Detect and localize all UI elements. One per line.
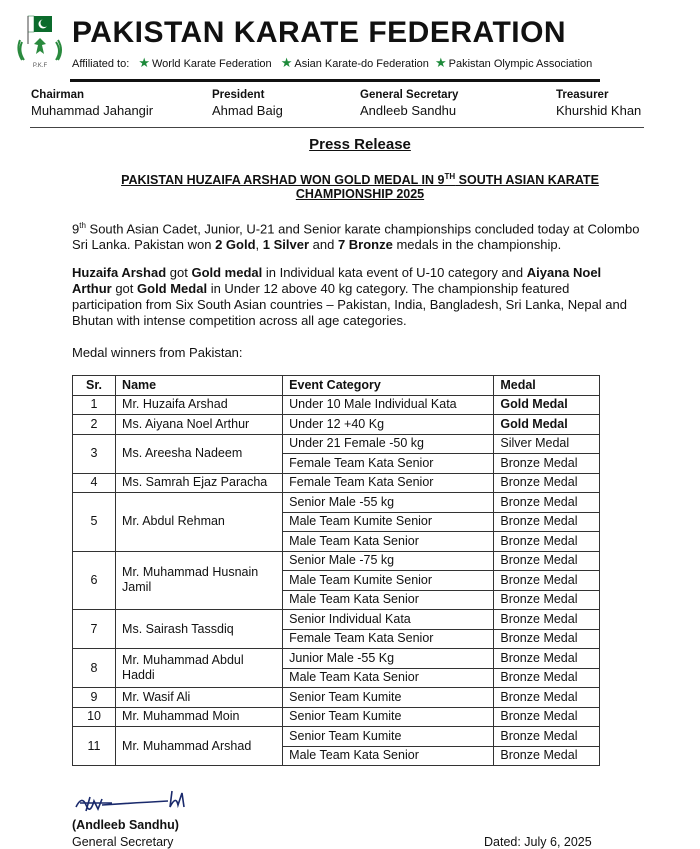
cell-medal: Bronze Medal bbox=[494, 493, 600, 513]
cell-medal: Bronze Medal bbox=[494, 512, 600, 532]
table-row bbox=[73, 473, 600, 493]
cell-event: Female Team Kata Senior bbox=[283, 473, 494, 493]
star-icon: ★ bbox=[280, 55, 293, 70]
official-president bbox=[212, 89, 283, 118]
cell-name: Mr. Abdul Rehman bbox=[116, 493, 283, 552]
federation-title: PAKISTAN KARATE FEDERATION bbox=[72, 16, 567, 49]
official-name: Muhammad Jahangir bbox=[31, 103, 154, 118]
col-header-event: Event Category bbox=[283, 376, 494, 396]
col-header-name: Name bbox=[116, 376, 283, 396]
affiliated-label: Affiliated to: bbox=[72, 58, 130, 70]
col-header-medal: Medal bbox=[494, 376, 600, 396]
official-name: Andleeb Sandhu bbox=[360, 103, 457, 118]
cell-event: Female Team Kata Senior bbox=[283, 629, 494, 649]
star-icon: ★ bbox=[138, 55, 150, 70]
official-chairman bbox=[31, 89, 153, 118]
cell-name: Ms. Aiyana Noel Arthur bbox=[116, 415, 283, 435]
winners-label: Medal winners from Pakistan: bbox=[72, 345, 243, 360]
cell-medal: Bronze Medal bbox=[494, 571, 600, 591]
headline: PAKISTAN HUZAIFA ARSHAD WON GOLD MEDAL IN 9TH SOUTH ASIAN KARATE CHAMPIONSHIP 2025 bbox=[121, 172, 599, 202]
cell-event: Female Team Kata Senior bbox=[283, 454, 494, 474]
dated: Dated: July 6, 2025 bbox=[484, 835, 592, 849]
cell-sr: 3 bbox=[73, 434, 116, 473]
cell-medal: Bronze Medal bbox=[494, 590, 600, 610]
cell-medal: Silver Medal bbox=[494, 434, 600, 454]
cell-event: Senior Male -75 kg bbox=[283, 551, 494, 571]
cell-medal: Bronze Medal bbox=[494, 707, 600, 727]
cell-medal: Bronze Medal bbox=[494, 727, 600, 747]
cell-sr: 5 bbox=[73, 493, 116, 552]
table-row bbox=[73, 493, 600, 513]
cell-event: Under 10 Male Individual Kata bbox=[283, 395, 494, 415]
star-icon: ★ bbox=[434, 55, 447, 70]
cell-sr: 2 bbox=[73, 415, 116, 435]
cell-event: Senior Team Kumite bbox=[283, 707, 494, 727]
signatory-name: (Andleeb Sandhu) bbox=[72, 818, 179, 832]
cell-event: Under 21 Female -50 kg bbox=[283, 434, 494, 454]
cell-name: Ms. Sairash Tassdiq bbox=[116, 610, 283, 649]
cell-event: Senior Individual Kata bbox=[283, 610, 494, 630]
officials-divider bbox=[30, 127, 644, 128]
official-name: Khurshid Khan bbox=[556, 103, 642, 118]
table-row bbox=[73, 688, 600, 708]
table-header-row bbox=[73, 376, 600, 396]
cell-event: Male Team Kata Senior bbox=[283, 746, 494, 766]
cell-medal: Gold Medal bbox=[494, 415, 600, 435]
cell-event: Male Team Kata Senior bbox=[283, 590, 494, 610]
cell-event: Junior Male -55 Kg bbox=[283, 649, 494, 669]
table-row bbox=[73, 610, 600, 630]
cell-medal: Gold Medal bbox=[494, 395, 600, 415]
table-row bbox=[73, 434, 600, 454]
cell-name: Ms. Areesha Nadeem bbox=[116, 434, 283, 473]
header-divider bbox=[70, 79, 600, 82]
cell-medal: Bronze Medal bbox=[494, 454, 600, 474]
official-role: General Secretary bbox=[360, 89, 459, 101]
cell-event: Male Team Kumite Senior bbox=[283, 571, 494, 591]
table-row bbox=[73, 707, 600, 727]
col-header-sr: Sr. bbox=[73, 376, 116, 396]
cell-medal: Bronze Medal bbox=[494, 649, 600, 669]
cell-event: Senior Team Kumite bbox=[283, 688, 494, 708]
official-treasurer bbox=[556, 89, 641, 118]
affiliations bbox=[72, 55, 592, 71]
cell-medal: Bronze Medal bbox=[494, 473, 600, 493]
official-general-secretary bbox=[360, 89, 458, 118]
cell-sr: 4 bbox=[73, 473, 116, 493]
logo-text: P.K.F bbox=[32, 63, 48, 69]
cell-sr: 6 bbox=[73, 551, 116, 610]
table-row bbox=[73, 727, 600, 747]
official-role: Treasurer bbox=[556, 89, 609, 101]
paragraph-1: 9th South Asian Cadet, Junior, U-21 and Senior karate championships concluded today at Colombo Sri Lanka. Pakistan won 2 Gold, 1 Silver and 7 Bronze medals in the championship. bbox=[72, 221, 640, 253]
official-name: Ahmad Baig bbox=[212, 103, 283, 118]
official-role: Chairman bbox=[31, 89, 85, 101]
paragraph-2: Huzaifa Arshad got Gold medal in Individual kata event of U-10 category and Aiyana Noel Arthur got Gold Medal in Under 12 above 40 kg category. The championship featured participation from Six South Asian countries – Pakistan, India, Bangladesh, Sri Lanka, Nepal and Bhutan with intense competition across all age categories. bbox=[72, 265, 627, 328]
press-release-label: Press Release bbox=[309, 136, 411, 153]
affiliation-2: Asian Karate-do Federation bbox=[294, 58, 429, 70]
cell-event: Male Team Kata Senior bbox=[283, 668, 494, 688]
cell-name: Mr. Muhammad Moin bbox=[116, 707, 283, 727]
cell-medal: Bronze Medal bbox=[494, 629, 600, 649]
cell-name: Mr. Muhammad Husnain Jamil bbox=[116, 551, 283, 610]
cell-name: Mr. Muhammad Abdul Haddi bbox=[116, 649, 283, 688]
cell-medal: Bronze Medal bbox=[494, 532, 600, 552]
cell-medal: Bronze Medal bbox=[494, 668, 600, 688]
table-row bbox=[73, 551, 600, 571]
cell-name: Mr. Huzaifa Arshad bbox=[116, 395, 283, 415]
cell-sr: 10 bbox=[73, 707, 116, 727]
cell-event: Senior Male -55 kg bbox=[283, 493, 494, 513]
cell-sr: 7 bbox=[73, 610, 116, 649]
cell-event: Male Team Kata Senior bbox=[283, 532, 494, 552]
cell-name: Mr. Wasif Ali bbox=[116, 688, 283, 708]
table-row bbox=[73, 395, 600, 415]
signature-image bbox=[72, 785, 192, 815]
cell-medal: Bronze Medal bbox=[494, 746, 600, 766]
cell-name: Mr. Muhammad Arshad bbox=[116, 727, 283, 766]
affiliation-1: World Karate Federation bbox=[152, 58, 272, 70]
signatory-title: General Secretary bbox=[72, 835, 174, 849]
cell-sr: 1 bbox=[73, 395, 116, 415]
affiliation-3: Pakistan Olympic Association bbox=[448, 58, 593, 70]
table-row bbox=[73, 649, 600, 669]
cell-medal: Bronze Medal bbox=[494, 688, 600, 708]
pkf-logo bbox=[14, 14, 66, 70]
cell-medal: Bronze Medal bbox=[494, 610, 600, 630]
medal-table bbox=[72, 375, 600, 766]
karate-figure-icon bbox=[34, 38, 46, 54]
cell-name: Ms. Samrah Ejaz Paracha bbox=[116, 473, 283, 493]
official-role: President bbox=[212, 89, 265, 101]
cell-sr: 11 bbox=[73, 727, 116, 766]
cell-medal: Bronze Medal bbox=[494, 551, 600, 571]
table-row bbox=[73, 415, 600, 435]
cell-event: Senior Team Kumite bbox=[283, 727, 494, 747]
cell-sr: 9 bbox=[73, 688, 116, 708]
cell-event: Male Team Kumite Senior bbox=[283, 512, 494, 532]
cell-event: Under 12 +40 Kg bbox=[283, 415, 494, 435]
cell-sr: 8 bbox=[73, 649, 116, 688]
